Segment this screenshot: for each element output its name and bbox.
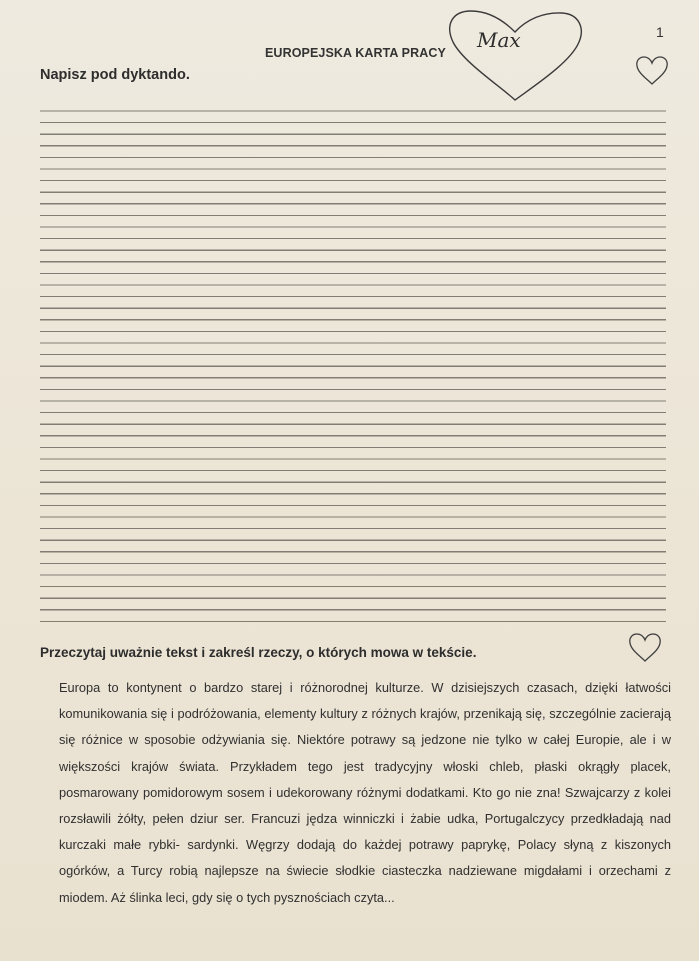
dictation-task-title: Napisz pod dyktando. xyxy=(40,67,190,83)
dictation-writing-lines xyxy=(40,100,666,630)
reading-task-title: Przeczytaj uważnie tekst i zakreśl rzeczy, o których mowa w tekście. xyxy=(40,645,477,660)
name-heart-icon xyxy=(445,8,585,104)
task1-heart-icon xyxy=(635,55,669,87)
page-number: 1 xyxy=(656,24,664,40)
student-name: Max xyxy=(477,28,521,52)
worksheet-title: EUROPEJSKA KARTA PRACY xyxy=(265,46,446,60)
task2-heart-icon xyxy=(628,632,662,664)
reading-passage: Europa to kontynent o bardzo starej i różnorodnej kulturze. W dzisiejszych czasach, dzięki łatwości komunikowania się i podróżowania, elementy kultury z różnych krajów, przenikają się, szczególnie zacierają się różnice w sposobie odżywiania się. Niektóre potrawy są jedzone nie tylko w całej Europie, ale i w większości krajów świata. Przykładem tego jest tradycyjny włoski chleb, płaski okrągły placek, posmarowany pomidorowym sosem i udekorowany różnymi dodatkami. Kto go nie zna! Szwajcarzy z kolei rozsławili żółty, pełen dziur ser. Francuzi jędza winniczki i żabie udka, Portugalczycy przedkładają nad kurczaki małe rybki- sardynki. Węgrzy dodają do każdej potrawy paprykę, Polacy słyną z kiszonych ogórków, a Turcy robią najlepsze na świecie słodkie ciasteczka nadziewane migdałami i orzechami z miodem. Aż ślinka leci, gdy się o tych pysznościach czyta... xyxy=(59,680,671,905)
